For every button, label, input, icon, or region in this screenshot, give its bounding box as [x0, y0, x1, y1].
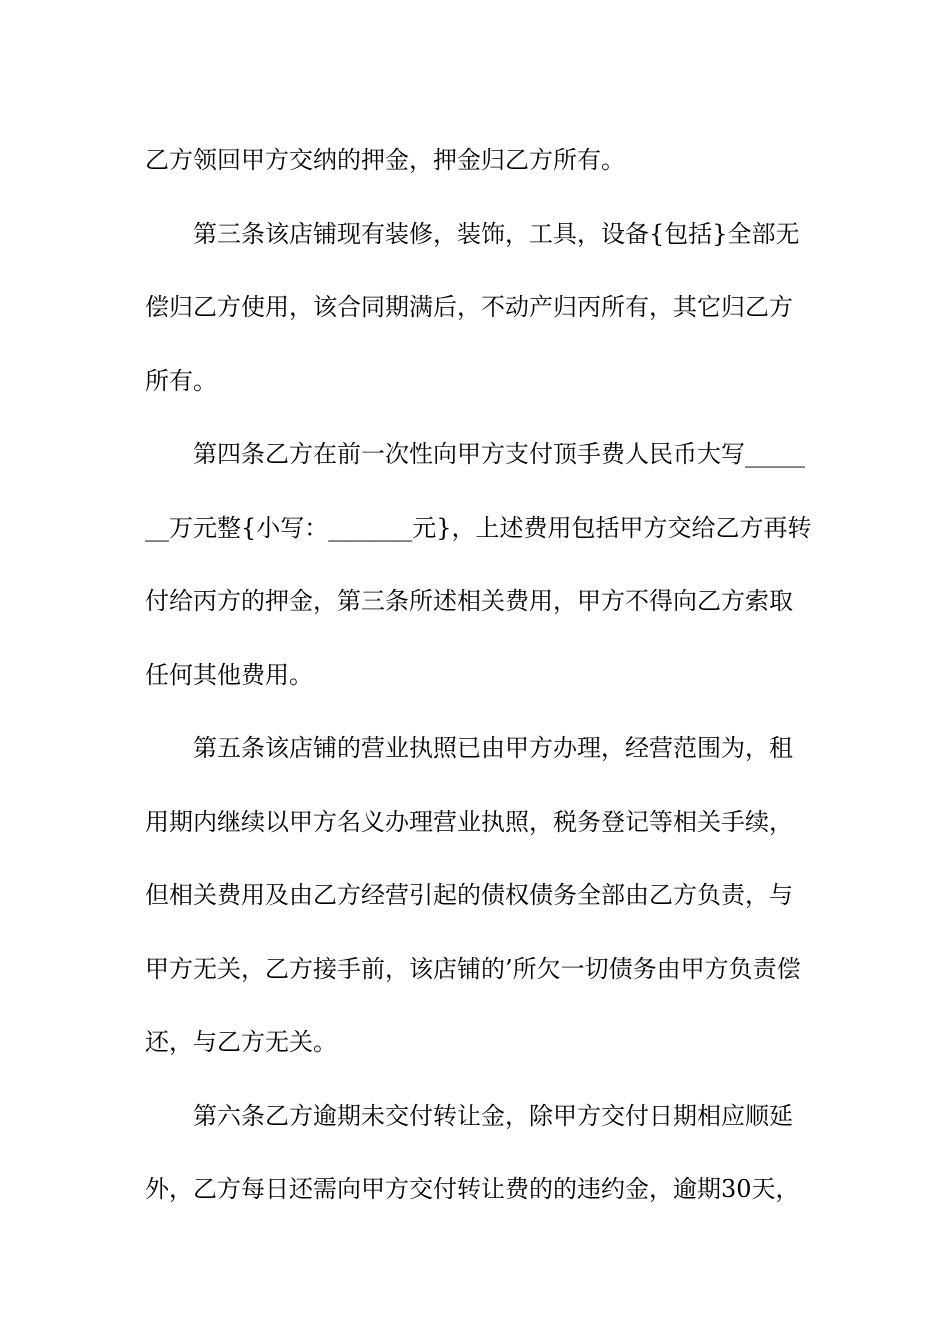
text-line: 但相关费用及由乙方经营引起的债权债务全部由乙方负责，与: [145, 881, 793, 909]
text-line: 任何其他费用。: [145, 660, 313, 689]
text-line: 还，与乙方无关。: [145, 1028, 337, 1056]
text-line: 偿归乙方使用，该合同期满后，不动产归丙所有，其它归乙方: [145, 293, 793, 321]
text-line: 付给丙方的押金，第三条所述相关费用，甲方不得向乙方索取: [145, 587, 793, 615]
text-line: 第五条该店铺的营业执照已由甲方办理，经营范围为，租: [193, 734, 793, 762]
text-line: 第六条乙方逾期未交付转让金，除甲方交付日期相应顺延: [193, 1101, 793, 1130]
text-line: 第三条该店铺现有装修，装饰，工具，设备{包括}全部无: [193, 219, 800, 248]
document-body: [145, 124, 815, 1227]
text-line: __万元整{小写：_______元}，上述费用包括甲方交给乙方再转: [145, 513, 812, 542]
text-line: 所有。: [145, 366, 217, 395]
text-line: 第四条乙方在前一次性向甲方支付顶手费人民币大写_____: [193, 440, 805, 468]
text-line: 用期内继续以甲方名义办理营业执照，税务登记等相关手续，: [145, 807, 793, 836]
text-line: 外，乙方每日还需向甲方交付转让费的的违约金，逾期30天，: [145, 1175, 800, 1203]
text-line: 乙方领回甲方交纳的押金，押金归乙方所有。: [145, 146, 625, 174]
text-line: 甲方无关，乙方接手前，该店铺的’所欠一切债务由甲方负责偿: [145, 954, 801, 983]
